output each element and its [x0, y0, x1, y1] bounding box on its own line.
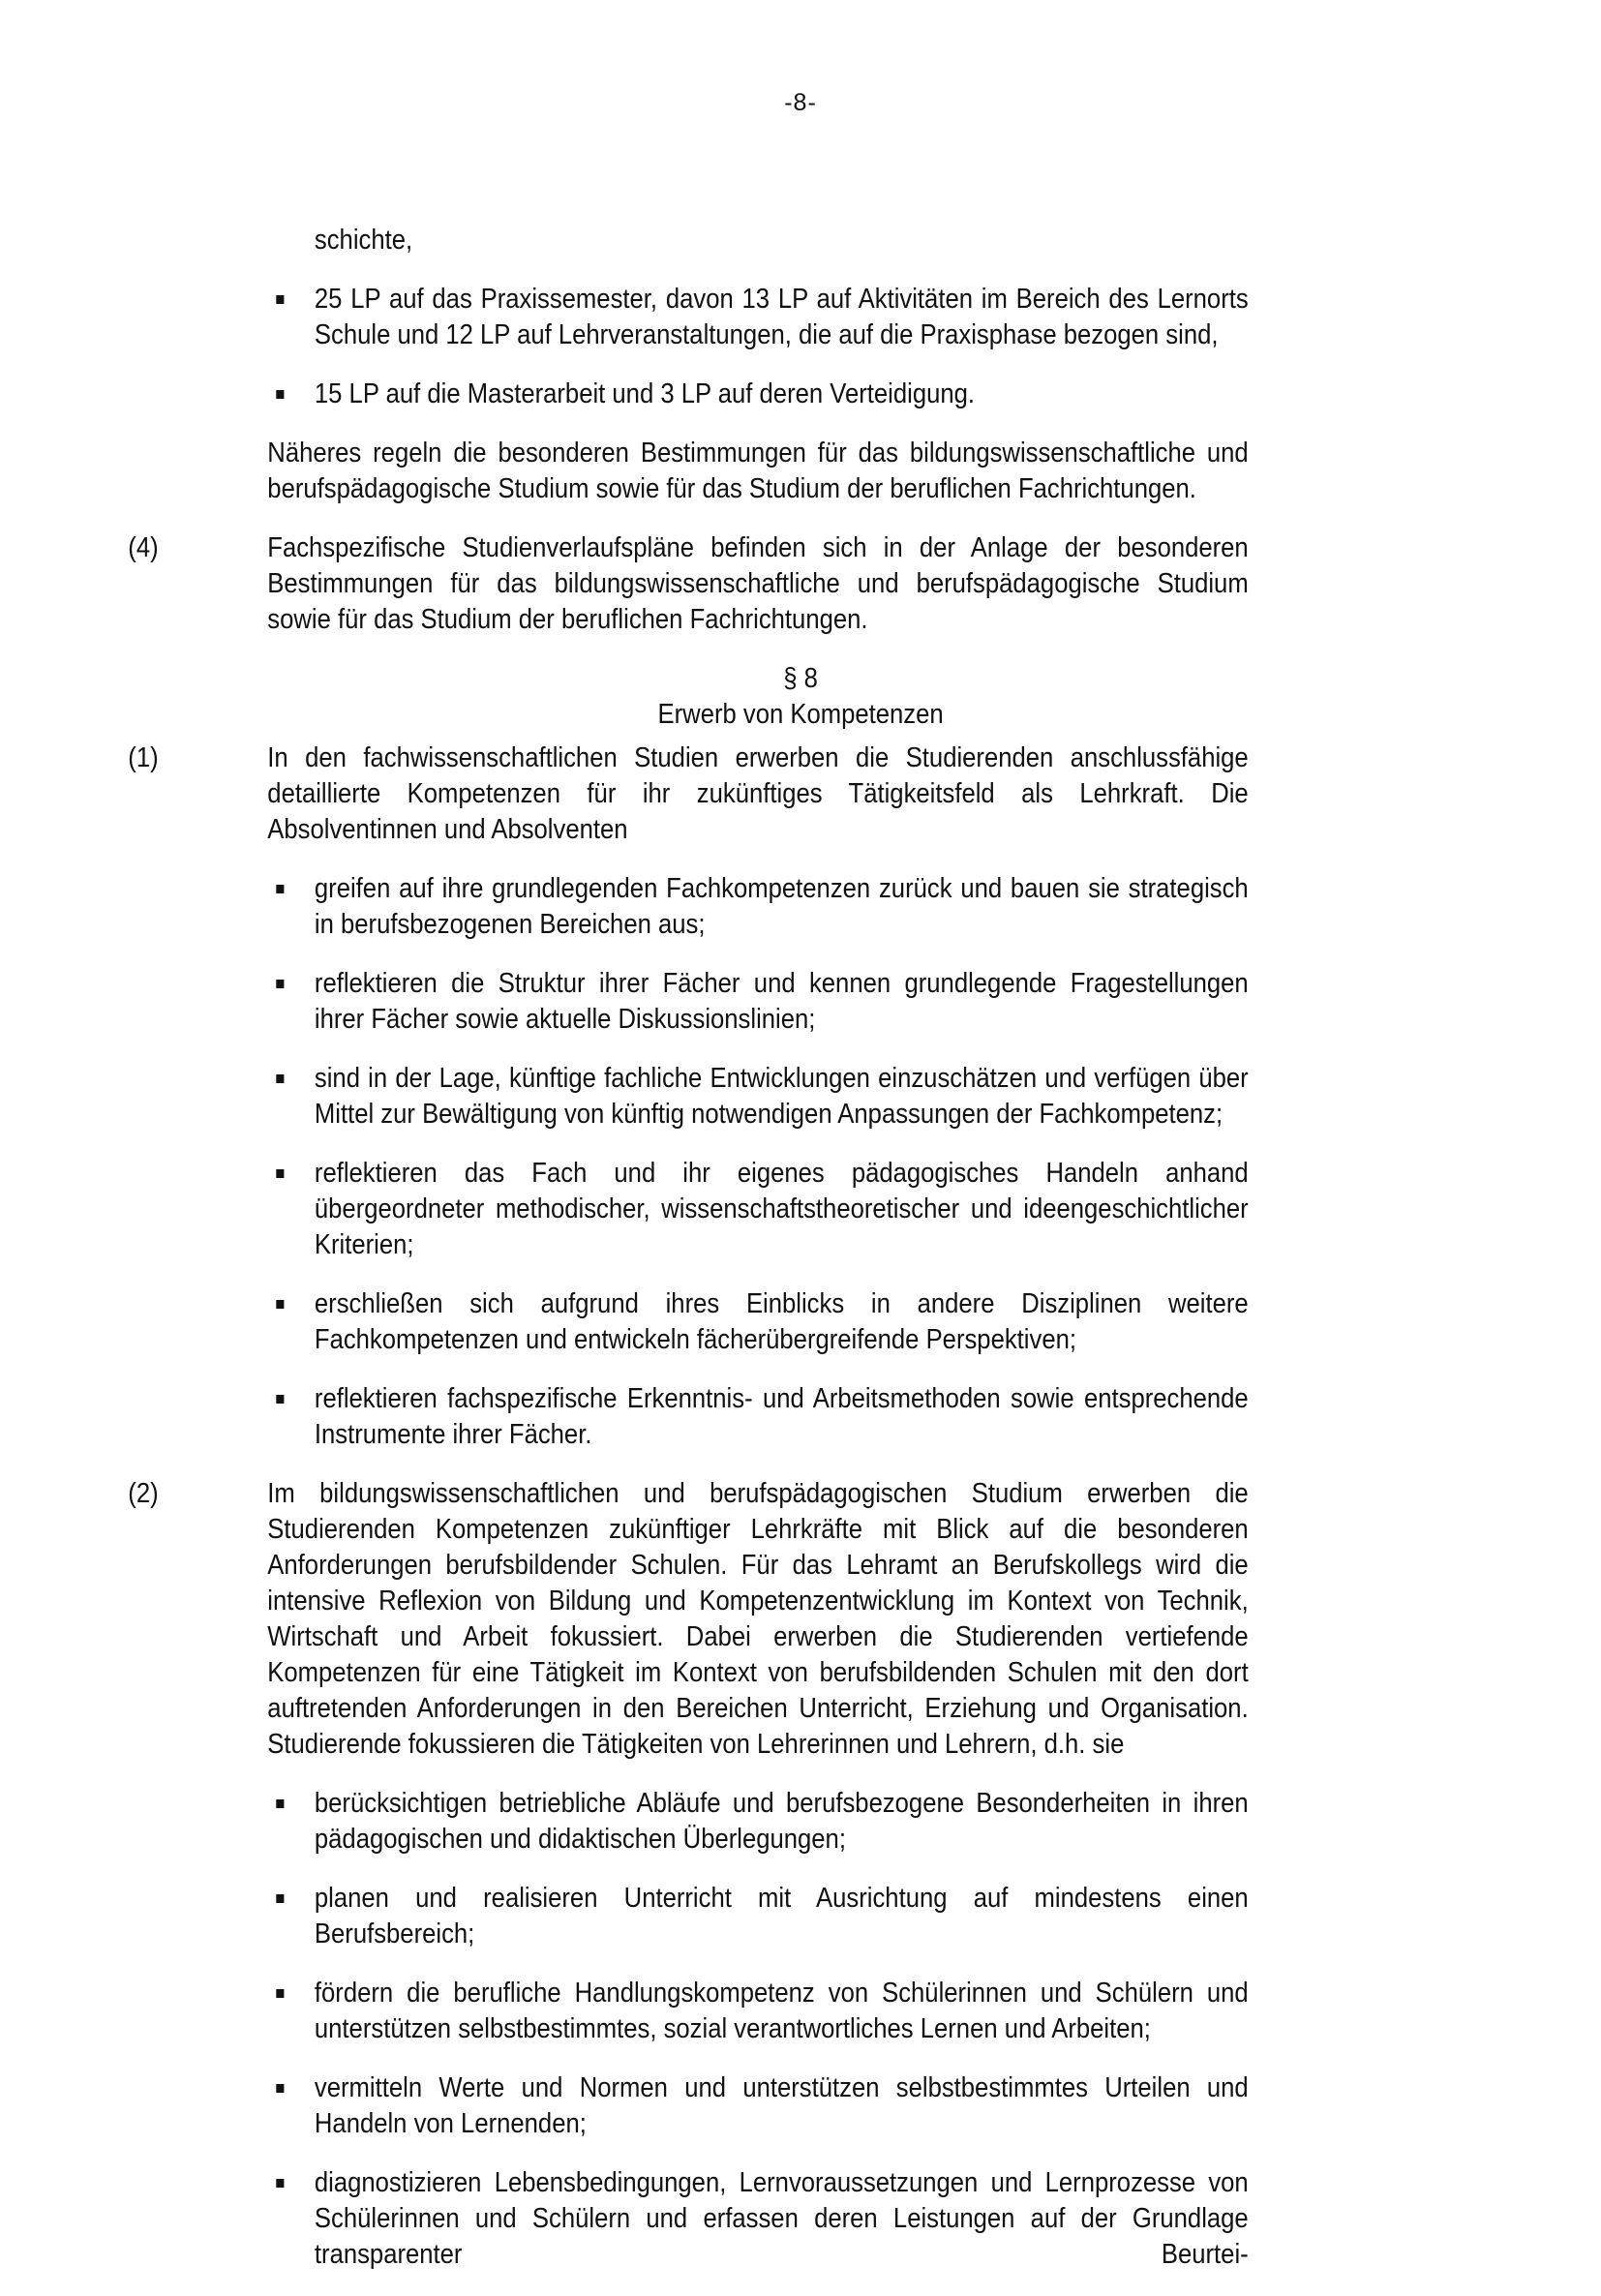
list-item: vermitteln Werte und Normen und unterstützen selbstbestimmtes Urteilen und Handeln von Lernenden; — [315, 2070, 1249, 2142]
list-item: reflektieren die Struktur ihrer Fächer und kennen grundlegende Fragestellungen ihrer Fächer sowie aktuelle Diskussionslinien; — [315, 966, 1249, 1038]
paragraph-1 — [128, 740, 1249, 848]
section-heading — [0, 661, 1601, 733]
paragraph-text: Fachspezifische Studienverlaufspläne befinden sich in der Anlage der besonderen Bestimmungen für das bildungswissenschaftliche und berufspädagogische Studium sowie für das Studium der beruflichen Fachrichtungen. — [267, 532, 1249, 635]
list-item: fördern die berufliche Handlungskompetenz von Schülerinnen und Schülern und unterstützen selbstbestimmtes, sozial verantwortliches Lernen und Arbeiten; — [315, 1976, 1249, 2047]
list-item: erschließen sich aufgrund ihres Einblicks in andere Disziplinen weitere Fachkompetenzen und entwickeln fächerübergreifende Perspektiven; — [315, 1286, 1249, 1358]
list-item: 15 LP auf die Masterarbeit und 3 LP auf deren Verteidigung. — [315, 377, 1249, 412]
paragraph-2-bullets — [0, 1786, 1441, 2273]
paragraph-number: (1) — [128, 742, 159, 773]
list-item: planen und realisieren Unterricht mit Ausrichtung auf mindestens einen Berufsbereich; — [315, 1881, 1249, 1952]
list-item: 25 LP auf das Praxissemester, davon 13 LP auf Aktivitäten im Bereich des Lernorts Schule und 12 LP auf Lehrveranstaltungen, die auf die Praxisphase bezogen sind, — [315, 282, 1249, 353]
section-symbol: § 8 — [783, 663, 818, 694]
list-item: diagnostizieren Lebensbedingungen, Lernvoraussetzungen und Lernprozesse von Schülerinnen und Schülern und erfassen deren Leistungen auf der Grundlage transparenter Beurtei- — [315, 2165, 1249, 2273]
list-item: reflektieren fachspezifische Erkenntnis- und Arbeitsmethoden sowie entsprechende Instrumente ihrer Fächer. — [315, 1381, 1249, 1453]
naeheres-paragraph: Näheres regeln die besonderen Bestimmungen für das bildungswissenschaftliche und berufspädagogische Studium sowie für das Studium der beruflichen Fachrichtungen. — [267, 438, 1249, 504]
page-number: -8- — [784, 89, 817, 116]
continuation-text: schichte, — [314, 225, 413, 256]
paragraph-2 — [128, 1476, 1249, 1763]
paragraph-number: (2) — [128, 1478, 159, 1509]
paragraph-text: Im bildungswissenschaftlichen und berufspädagogischen Studium erwerben die Studierenden Kompetenzen zukünftiger Lehrkräfte mit Blick auf die besonderen Anforderungen berufsbildender Schulen. Für das Lehramt an Berufskollegs wird die intensive Reflexion von Bildung und Kompetenzentwicklung im Kontext von Technik, Wirtschaft und Arbeit fokussiert. Dabei erwerben die Studierenden vertiefende Kompetenzen für eine Tätigkeit im Kontext von berufsbildenden Schulen mit den dort auftretenden Anforderungen in den Bereichen Unterricht, Erziehung und Organisation. Studierende fokussieren die Tätigkeiten von Lehrerinnen und Lehrern, d.h. sie — [267, 1478, 1249, 1760]
document-body — [0, 223, 1441, 2296]
paragraph-1-bullets — [0, 871, 1441, 1453]
list-item: sind in der Lage, künftige fachliche Entwicklungen einzuschätzen und verfügen über Mittel zur Bewältigung von künftig notwendigen Anpassungen der Fachkompetenz; — [315, 1061, 1249, 1133]
top-bullet-list — [0, 282, 1441, 412]
paragraph-number: (4) — [128, 532, 159, 563]
paragraph-text: In den fachwissenschaftlichen Studien erwerben die Studierenden anschlussfähige detaillierte Kompetenzen für ihr zukünftiges Tätigkeitsfeld als Lehrkraft. Die Absolventinnen und Absolventen — [267, 742, 1249, 845]
paragraph-4 — [128, 530, 1249, 638]
list-item: greifen auf ihre grundlegenden Fachkompetenzen zurück und bauen sie strategisch in berufsbezogenen Bereichen aus; — [315, 871, 1249, 943]
list-item: reflektieren das Fach und ihr eigenes pädagogisches Handeln anhand übergeordneter methodischer, wissenschaftstheoretischer und ideengeschichtlicher Kriterien; — [315, 1156, 1249, 1263]
section-title: Erwerb von Kompetenzen — [657, 699, 944, 730]
list-item: berücksichtigen betriebliche Abläufe und berufsbezogene Besonderheiten in ihren pädagogischen und didaktischen Überlegungen; — [315, 1786, 1249, 1858]
